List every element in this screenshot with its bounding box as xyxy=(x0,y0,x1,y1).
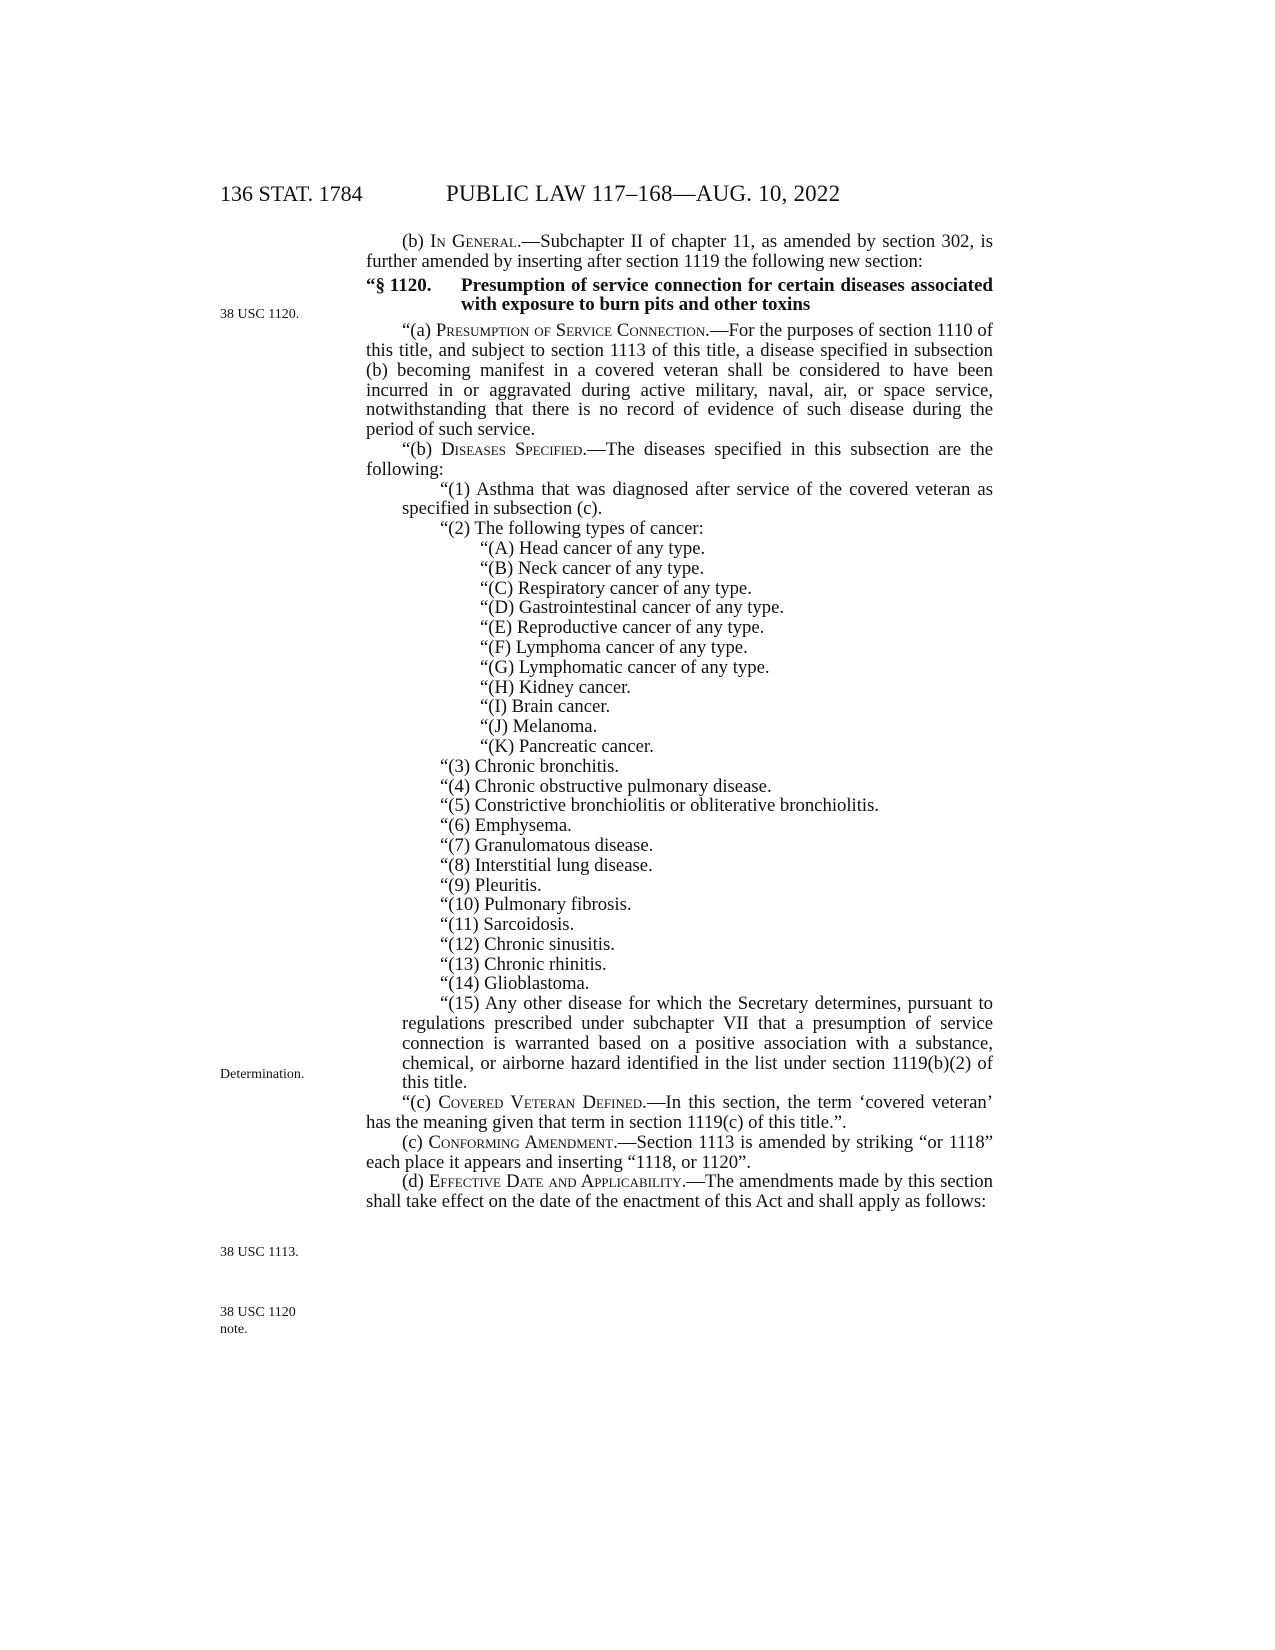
subsection-heading: Covered Veteran Defined. xyxy=(438,1092,647,1114)
subsection-text: —The amendments made by this section shall take effect on the date of the enactment of this Act and shall apply as follows: xyxy=(366,1171,993,1213)
cancer-item: “(G) Lymphomatic cancer of any type. xyxy=(480,656,770,678)
subsection-text: —For the purposes of section 1110 of this title, and subject to section 1113 of this title, a disease specified in subsection (b) becoming manifest in a covered veteran shall be considered to have been incurred in or aggravated during active military, naval, air, or space service, notwithstanding that there is no record of evidence of such disease during the period of such service. xyxy=(366,320,993,441)
cancer-item: “(H) Kidney cancer. xyxy=(480,676,631,698)
disease-item: “(8) Interstitial lung disease. xyxy=(440,854,653,876)
margin-note-38usc1120-note xyxy=(220,1304,296,1338)
cancer-item: “(A) Head cancer of any type. xyxy=(480,537,706,559)
subsection-heading: Presumption of Service Connection. xyxy=(435,320,710,342)
cancer-item: “(I) Brain cancer. xyxy=(480,696,611,718)
section-heading xyxy=(366,276,993,316)
disease-item: “(10) Pulmonary fibrosis. xyxy=(440,894,632,916)
subsection-heading: Diseases Specified. xyxy=(441,438,588,460)
subsection-lead: “(b) xyxy=(402,438,442,460)
subsection-lead: (d) xyxy=(402,1171,429,1193)
subsection-lead: (c) xyxy=(402,1131,429,1153)
subsection-d-effective-date xyxy=(366,1172,993,1212)
disease-item: “(5) Constrictive bronchiolitis or obliterative bronchiolitis. xyxy=(440,795,880,817)
disease-item-15: “(15) Any other disease for which the Secretary determines, pursuant to regulations prescribed under subchapter VII that a presumption of service connection is warranted based on a positive association with a substance, chemical, or airborne hazard identified in the list under section 1119(b)(2) of this title. xyxy=(402,993,993,1094)
subsection-text: —In this section, the term ‘covered veteran’ has the meaning given that term in section 1119(c) of this title.”. xyxy=(366,1092,993,1134)
cancer-item: “(E) Reproductive cancer of any type. xyxy=(480,617,765,639)
margin-note-determination: Determination. xyxy=(220,1067,305,1082)
section-title: Presumption of service connection for certain diseases associated with exposure to burn pits and other toxins xyxy=(461,274,993,316)
subsection-text: —The diseases specified in this subsection are the following: xyxy=(366,438,993,480)
disease-item-2: “(2) The following types of cancer: xyxy=(440,518,704,540)
subsection-b-diseases xyxy=(366,440,993,480)
page-header xyxy=(0,181,1275,215)
subsection-a-presumption xyxy=(366,321,993,440)
subsection-lead: “(a) xyxy=(402,320,436,342)
cancer-item: “(K) Pancreatic cancer. xyxy=(480,735,654,757)
subsection-b-in-general xyxy=(366,232,993,272)
margin-note-line: 38 USC 1120 xyxy=(220,1305,296,1320)
cancer-list xyxy=(366,539,993,757)
statute-page-number: 136 STAT. 1784 xyxy=(220,181,363,206)
disease-item: “(9) Pleuritis. xyxy=(440,874,542,896)
section-number: “§ 1120. xyxy=(366,274,432,296)
cancer-item: “(B) Neck cancer of any type. xyxy=(480,557,705,579)
margin-note-38usc1120: 38 USC 1120. xyxy=(220,307,300,322)
disease-list xyxy=(366,757,993,995)
running-head: PUBLIC LAW 117–168—AUG. 10, 2022 xyxy=(446,181,841,206)
subsection-heading: Conforming Amendment. xyxy=(428,1131,618,1153)
disease-item: “(6) Emphysema. xyxy=(440,815,572,837)
cancer-item: “(F) Lymphoma cancer of any type. xyxy=(480,636,748,658)
disease-item: “(7) Granulomatous disease. xyxy=(440,834,654,856)
subsection-text: —Subchapter II of chapter 11, as amended by section 302, is further amended by inserting after section 1119 the following new section: xyxy=(366,231,993,272)
subsection-lead: “(c) xyxy=(402,1092,439,1114)
subsection-c-covered-veteran xyxy=(366,1093,993,1133)
cancer-item: “(D) Gastrointestinal cancer of any type. xyxy=(480,597,785,619)
page-body xyxy=(366,232,993,1212)
subsection-heading: In General. xyxy=(430,231,522,252)
subsection-lead: (b) xyxy=(402,231,431,252)
subsection-heading: Effective Date and Applicability. xyxy=(428,1171,687,1193)
subsection-c-conforming xyxy=(366,1133,993,1173)
cancer-item: “(J) Melanoma. xyxy=(480,716,598,738)
margin-note-line: note. xyxy=(220,1322,248,1337)
disease-item: “(11) Sarcoidosis. xyxy=(440,914,575,936)
subsection-text: —Section 1113 is amended by striking “or 1118” each place it appears and inserting “1118, or 1120”. xyxy=(366,1131,993,1173)
disease-item: “(14) Glioblastoma. xyxy=(440,973,590,995)
margin-note-38usc1113: 38 USC 1113. xyxy=(220,1245,299,1260)
cancer-item: “(C) Respiratory cancer of any type. xyxy=(480,577,752,599)
disease-item: “(13) Chronic rhinitis. xyxy=(440,953,607,975)
disease-item: “(4) Chronic obstructive pulmonary disease. xyxy=(440,775,772,797)
disease-item: “(3) Chronic bronchitis. xyxy=(440,755,620,777)
disease-item: “(12) Chronic sinusitis. xyxy=(440,933,615,955)
disease-item-1: “(1) Asthma that was diagnosed after service of the covered veteran as specified in subsection (c). xyxy=(402,478,993,520)
